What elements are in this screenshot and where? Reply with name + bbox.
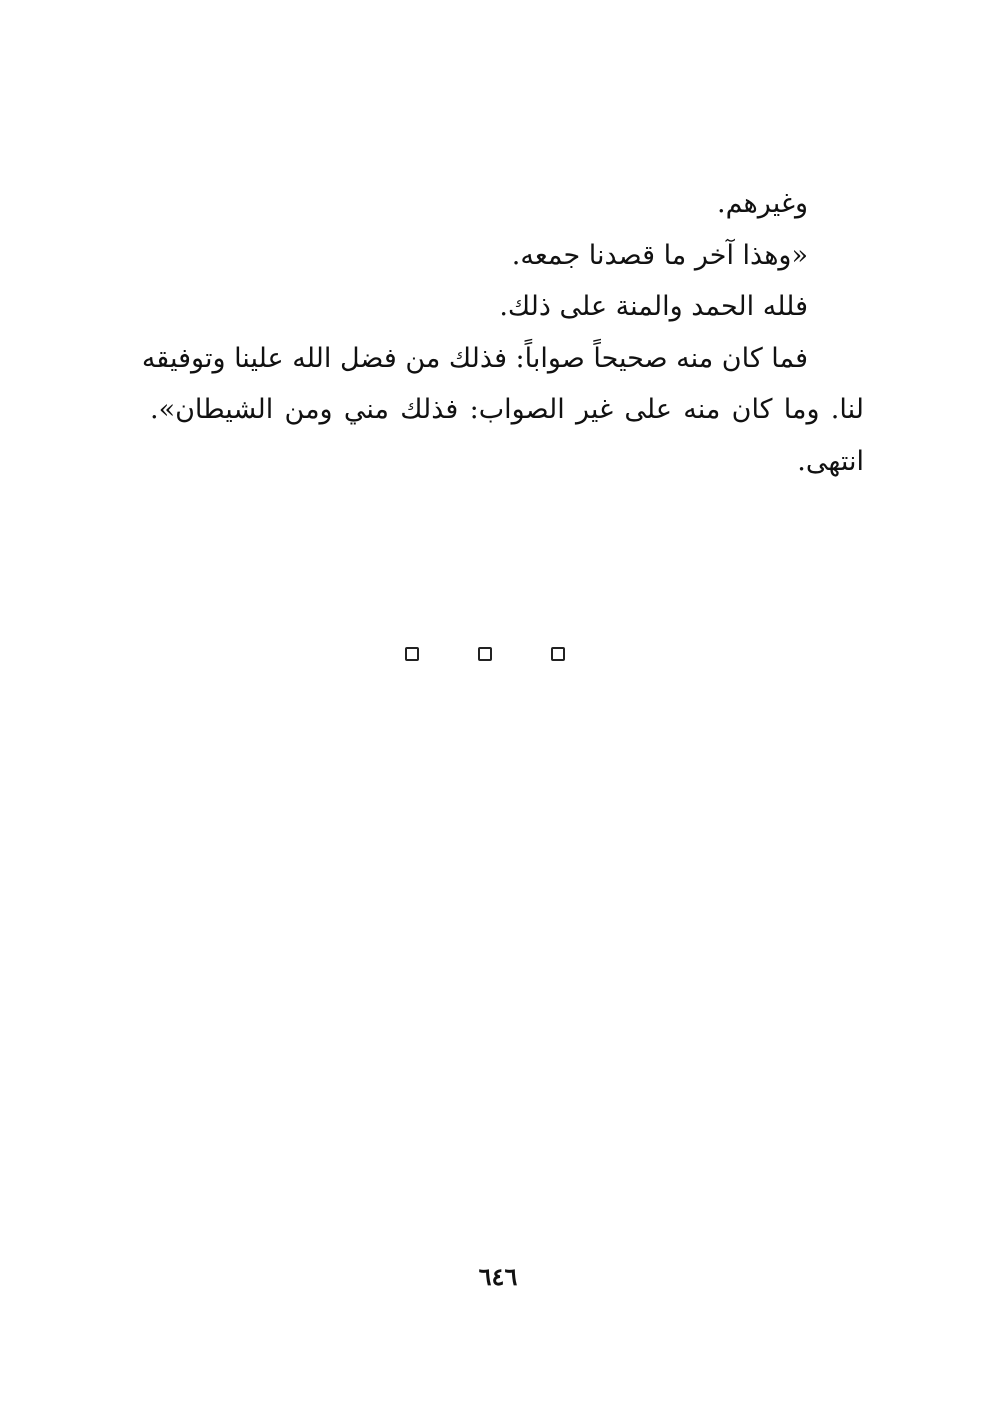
closing-text [141,178,864,487]
text-line: وغيرهم. [717,188,808,219]
section-end-ornament [405,643,565,665]
text-line: فما كان منه صحيحاً صواباً: فذلك من فضل الله علينا وتوفيقه [141,342,808,374]
square-ornament-icon [478,647,492,661]
page-number: ٦٤٦ [478,1262,518,1291]
text-line: «وهذا آخر ما قصدنا جمعه. [511,239,808,271]
text-line: فلله الحمد والمنة على ذلك. [499,291,808,322]
text-line: انتهى. [797,445,864,477]
text-line: لنا. وما كان منه على غير الصواب: فذلك مني ومن الشيطان». [150,394,864,425]
square-ornament-icon [405,647,419,661]
square-ornament-icon [551,647,565,661]
